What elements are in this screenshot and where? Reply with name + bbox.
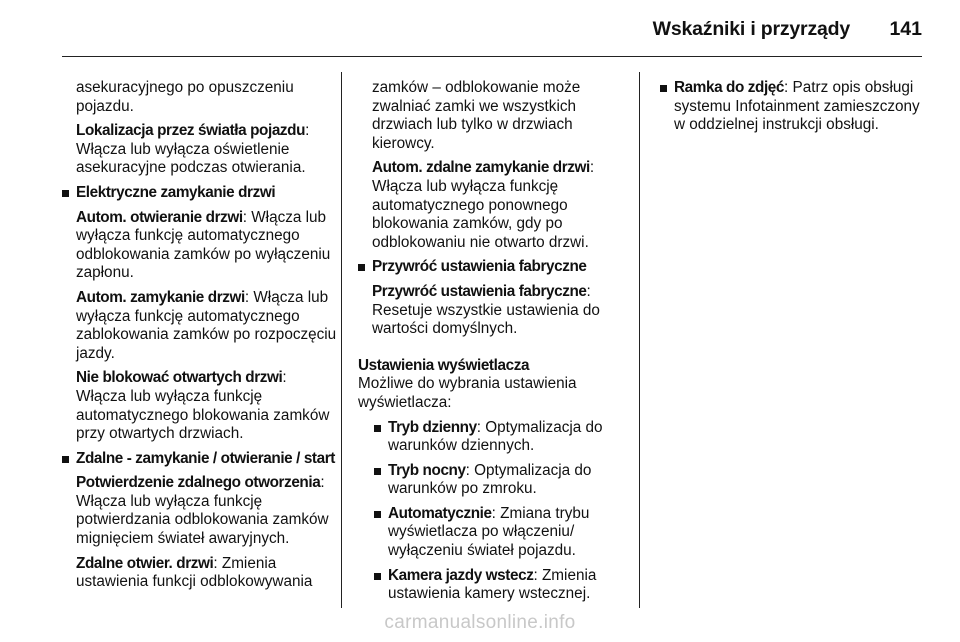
watermark: carmanualsonline.info	[384, 612, 576, 633]
setting-description	[62, 209, 340, 283]
section-intro: Możliwe do wybrania ustawienia wyświetlacza:	[358, 375, 577, 411]
bullet-square-icon	[374, 573, 381, 580]
setting-term: Przywróć ustawienia fabryczne	[372, 282, 587, 300]
header-rule	[62, 56, 922, 57]
setting-text: : Włącza lub wyłącza funkcję automatycznego ponownego blokowania zamków, gdy po odblokowaniu nie otwarto drzwi.	[372, 159, 595, 251]
bullet-heading: Zdalne - zamykanie / otwieranie / start	[76, 449, 335, 467]
list-item	[658, 79, 926, 135]
bullet-square-icon	[374, 468, 381, 475]
column-1	[62, 79, 340, 592]
setting-description	[358, 283, 628, 339]
bullet-square-icon	[660, 85, 667, 92]
paragraph: zamków – odblokowanie może zwalniać zamki we wszystkich drzwiach lub tylko w drzwiach kierowcy.	[372, 79, 581, 152]
item-text: : Zmiana trybu wyświetlacza po włączeniu/ wyłączeniu świateł pojazdu.	[388, 504, 590, 560]
bullet-heading: Przywróć ustawienia fabryczne	[372, 258, 587, 276]
bullet-square-icon	[374, 425, 381, 432]
column-2	[358, 79, 628, 604]
setting-text: : Włącza lub wyłącza funkcję potwierdzania odblokowania zamków mignięciem świateł awaryjnych.	[76, 474, 329, 548]
setting-description	[358, 159, 628, 252]
list-item	[372, 462, 628, 499]
item-text: : Optymalizacja do warunków dziennych.	[388, 418, 603, 455]
bullet-item	[358, 258, 628, 277]
list-item	[372, 419, 628, 456]
setting-term: Potwierdzenie zdalnego otworzenia	[76, 474, 321, 492]
list-item	[372, 567, 628, 604]
item-term: Tryb dzienny	[388, 418, 477, 436]
item-term: Tryb nocny	[388, 461, 466, 479]
column-3	[658, 79, 926, 135]
bullet-item	[62, 450, 340, 469]
setting-text: : Włącza lub wyłącza funkcję automatycznego blokowania zamków przy otwartych drzwiach.	[76, 369, 330, 443]
setting-term: Autom. zdalne zamykanie drzwi	[372, 159, 590, 177]
column-divider-1	[341, 72, 342, 608]
item-text: : Zmienia ustawienia kamery wstecznej.	[388, 566, 597, 603]
item-term: Automatycznie	[388, 504, 492, 522]
bullet-square-icon	[358, 264, 365, 271]
bullet-item	[62, 184, 340, 203]
setting-description	[62, 555, 340, 592]
setting-description	[62, 369, 340, 443]
bullet-list	[358, 419, 628, 604]
setting-text: : Resetuje wszystkie ustawienia do wartości domyślnych.	[372, 282, 600, 338]
page-number: 141	[889, 18, 922, 40]
setting-text: : Włącza lub wyłącza oświetlenie asekuracyjne podczas otwierania.	[76, 122, 310, 177]
setting-text: : Włącza lub wyłącza funkcję automatycznego zablokowania zamków po rozpoczęciu jazdy.	[76, 288, 337, 362]
setting-term: Zdalne otwier. drzwi	[76, 554, 214, 572]
page-header-title: Wskaźniki i przyrządy	[652, 18, 850, 40]
bullet-square-icon	[374, 511, 381, 518]
item-text: : Patrz opis obsługi systemu Infotainment zamieszczony w oddzielnej instrukcji obsługi.	[674, 79, 920, 134]
column-divider-2	[639, 72, 640, 608]
setting-term: Nie blokować otwartych drzwi	[76, 369, 283, 387]
item-term: Kamera jazdy wstecz	[388, 566, 534, 584]
setting-term: Autom. zamykanie drzwi	[76, 288, 245, 306]
setting-description	[62, 474, 340, 548]
setting-term: Lokalizacja przez światła pojazdu	[76, 122, 306, 140]
paragraph: asekuracyjnego po opuszczeniu pojazdu.	[76, 79, 294, 115]
setting-term: Autom. otwieranie drzwi	[76, 208, 243, 226]
item-text: : Optymalizacja do warunków po zmroku.	[388, 461, 592, 498]
bullet-heading: Elektryczne zamykanie drzwi	[76, 183, 276, 201]
setting-description	[62, 289, 340, 363]
list-item	[372, 505, 628, 561]
setting-text: : Zmienia ustawienia funkcji odblokowywania	[76, 554, 313, 591]
setting-description	[62, 122, 340, 178]
bullet-square-icon	[62, 190, 69, 197]
section-heading: Ustawienia wyświetlacza	[358, 356, 530, 374]
bullet-square-icon	[62, 456, 69, 463]
setting-text: : Włącza lub wyłącza funkcję automatycznego odblokowania zamków po wyłączeniu zapłonu.	[76, 208, 331, 282]
item-term: Ramka do zdjęć	[674, 79, 785, 96]
